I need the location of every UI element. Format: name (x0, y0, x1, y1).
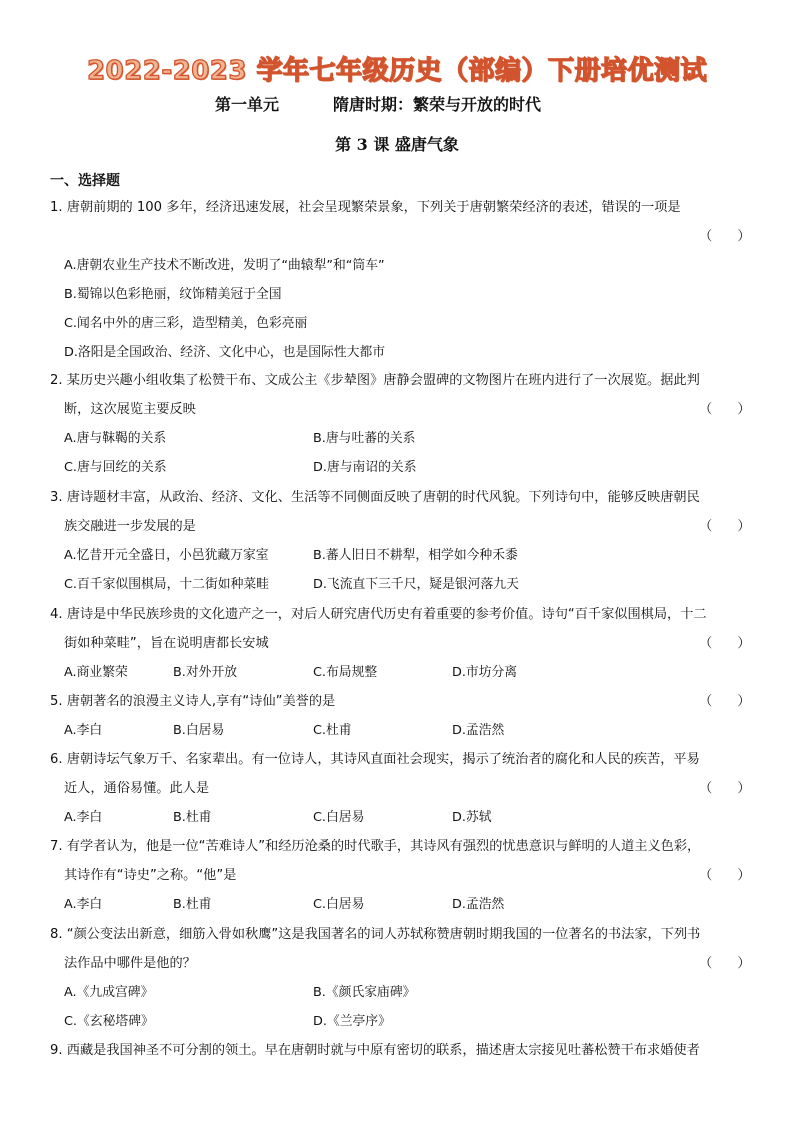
question-5-option-b: B.白居易 (173, 723, 225, 738)
question-6-text-cont: 近人，通俗易懂。此人是 (64, 781, 210, 796)
question-4-text-cont: 街如种菜畦”，旨在说明唐都长安城 (64, 636, 269, 651)
question-7-option-d: D.孟浩然 (452, 897, 505, 912)
question-8-option-b: B.《颜氏家庙碑》 (313, 985, 416, 1000)
question-8-text-cont: 法作品中哪件是他的？ (64, 956, 196, 971)
question-7-option-b: B.杜甫 (173, 897, 212, 912)
question-3-option-a: A.忆昔开元全盛日，小邑犹藏万家室 (64, 548, 269, 563)
question-4-answer-blank: （ ） (699, 636, 751, 651)
question-5-text: 5. 唐朝著名的浪漫主义诗人,享有“诗仙”美誉的是 (50, 694, 336, 709)
question-1-answer-blank: （ ） (699, 229, 751, 244)
question-7-text: 7. 有学者认为，他是一位“苦难诗人”和经历沧桑的时代歌手，其诗风有强烈的忧患意识与鲜明的人道主义色彩， (50, 839, 701, 854)
question-1-option-d: D.洛阳是全国政治、经济、文化中心，也是国际性大都市 (64, 345, 386, 360)
question-8-answer-blank: （ ） (699, 956, 751, 971)
question-8-text: 8. “颜公变法出新意，细筋入骨如秋鹰”这是我国著名的词人苏轼称赞唐朝时期我国的一位著名的书法家，下列书 (50, 927, 701, 942)
question-4-option-c: C.布局规整 (313, 665, 378, 680)
question-6-option-d: D.苏轼 (452, 810, 492, 825)
question-8-option-d: D.《兰亭序》 (313, 1014, 391, 1029)
question-4-text: 4. 唐诗是中华民族珍贵的文化遗产之一，对后人研究唐代历史有着重要的参考价值。诗句“百千家似围棋局，十二 (50, 607, 707, 622)
question-8-option-a: A.《九成宫碑》 (64, 985, 154, 1000)
question-7-option-a: A.李白 (64, 897, 103, 912)
question-5-option-c: C.杜甫 (313, 723, 352, 738)
question-2-text-cont: 断，这次展览主要反映 (64, 402, 196, 417)
question-4-option-d: D.市坊分离 (452, 665, 518, 680)
question-3-answer-blank: （ ） (699, 519, 751, 534)
lesson-title: 第 3 课 盛唐气象 (335, 135, 459, 154)
unit-name: 隋唐时期：繁荣与开放的时代 (333, 95, 542, 114)
question-1-text: 1. 唐朝前期的 100 多年，经济迅速发展，社会呈现繁荣景象，下列关于唐朝繁荣经济的表述，错误的一项是 (50, 200, 681, 215)
question-4-option-a: A.商业繁荣 (64, 665, 128, 680)
question-2-option-c: C.唐与回纥的关系 (64, 460, 167, 475)
unit-heading (0, 92, 794, 114)
question-7-answer-blank: （ ） (699, 868, 751, 883)
question-3-option-c: C.百千家似围棋局，十二街如种菜畦 (64, 577, 269, 592)
question-1-option-c: C.闻名中外的唐三彩，造型精美，色彩亮丽 (64, 316, 308, 331)
question-2-option-b: B.唐与吐蕃的关系 (313, 431, 416, 446)
question-3-option-b: B.蕃人旧日不耕犁，相学如今种禾黍 (313, 548, 518, 563)
question-7-text-cont: 其诗作有“诗史”之称。“他”是 (64, 868, 237, 883)
unit-label: 第一单元 (215, 95, 280, 114)
question-3-option-d: D.飞流直下三千尺，疑是银河落九天 (313, 577, 519, 592)
section-heading: 一、选择题 (50, 173, 120, 189)
question-2-option-d: D.唐与南诏的关系 (313, 460, 417, 475)
question-6-text: 6. 唐朝诗坛气象万千、名家辈出。有一位诗人，其诗风直面社会现实，揭示了统治者的腐化和人民的疾苦，平易 (50, 752, 700, 767)
question-2-answer-blank: （ ） (699, 402, 751, 417)
question-6-answer-blank: （ ） (699, 781, 751, 796)
question-1-option-b: B.蜀锦以色彩艳丽，纹饰精美冠于全国 (64, 287, 282, 302)
question-2-option-a: A.唐与靺鞨的关系 (64, 431, 167, 446)
question-5-option-d: D.孟浩然 (452, 723, 505, 738)
question-6-option-b: B.杜甫 (173, 810, 212, 825)
question-5-answer-blank: （ ） (699, 694, 751, 709)
question-3-text: 3. 唐诗题材丰富，从政治、经济、文化、生活等不同侧面反映了唐朝的时代风貌。下列诗句中，能够反映唐朝民 (50, 490, 700, 505)
document-title: 2022-2023 学年七年级历史（部编）下册培优测试 (86, 56, 708, 86)
question-3-text-cont: 族交融进一步发展的是 (64, 519, 196, 534)
question-4-option-b: B.对外开放 (173, 665, 238, 680)
question-6-option-a: A.李白 (64, 810, 103, 825)
question-2-text: 2. 某历史兴趣小组收集了松赞干布、文成公主《步辇图》唐静会盟碑的文物图片在班内进行了一次展览。据此判 (50, 373, 700, 388)
question-6-option-c: C.白居易 (313, 810, 365, 825)
question-8-option-c: C.《玄秘塔碑》 (64, 1014, 154, 1029)
question-1-option-a: A.唐朝农业生产技术不断改进，发明了“曲辕犁”和“筒车” (64, 258, 385, 273)
question-7-option-c: C.白居易 (313, 897, 365, 912)
question-5-option-a: A.李白 (64, 723, 103, 738)
question-9-text: 9. 西藏是我国神圣不可分割的领土。早在唐朝时就与中原有密切的联系，描述唐太宗接见吐蕃松赞干布求婚使者 (50, 1043, 700, 1058)
